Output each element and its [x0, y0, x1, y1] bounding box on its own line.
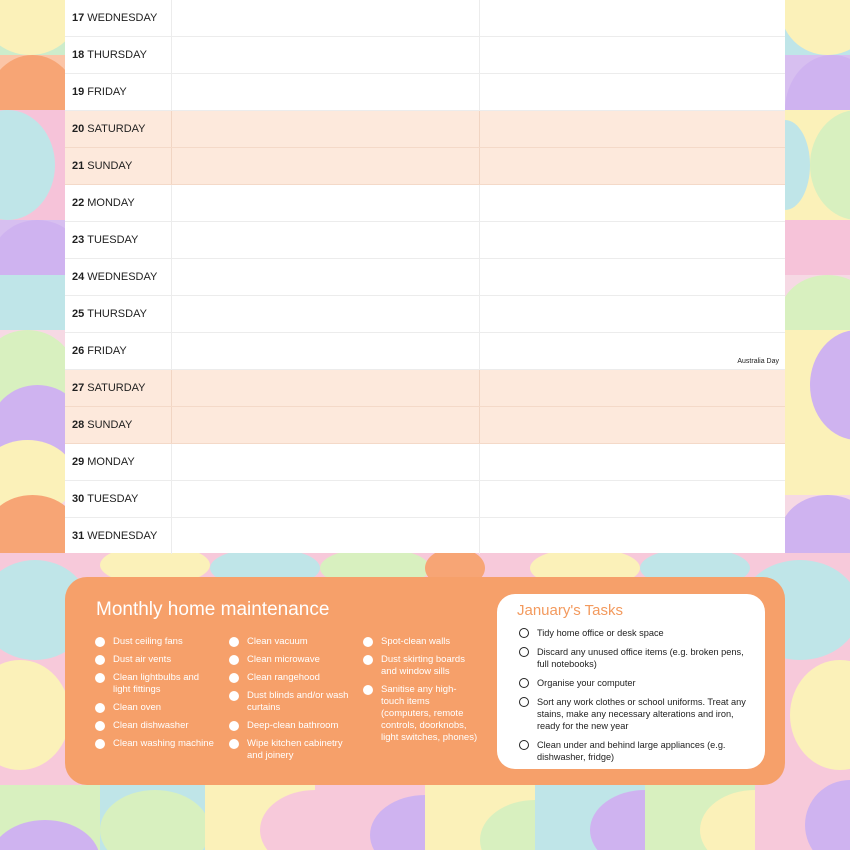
- day-name: SUNDAY: [87, 160, 133, 172]
- maintenance-item: Clean rangehood: [229, 672, 357, 684]
- task-checkbox-icon[interactable]: [519, 628, 529, 638]
- bullet-dot-icon: [95, 655, 105, 665]
- bullet-dot-icon: [363, 685, 373, 695]
- maintenance-item: Clean oven: [95, 702, 215, 714]
- day-cell[interactable]: [480, 74, 785, 110]
- day-name: FRIDAY: [87, 345, 127, 357]
- day-name: SATURDAY: [87, 382, 146, 394]
- day-cell[interactable]: [172, 111, 480, 147]
- day-name: FRIDAY: [87, 86, 127, 98]
- day-cell[interactable]: [480, 518, 785, 554]
- bullet-dot-icon: [229, 691, 239, 701]
- tasks-list: [517, 627, 757, 770]
- task-item[interactable]: Clean under and behind large appliances (e.g. dishwasher, fridge): [517, 739, 757, 763]
- day-number: 29: [72, 456, 85, 468]
- day-number: 25: [72, 308, 85, 320]
- day-name: SUNDAY: [87, 419, 133, 431]
- bullet-dot-icon: [95, 721, 105, 731]
- day-row[interactable]: [65, 222, 785, 259]
- day-cell[interactable]: [480, 407, 785, 443]
- day-cell[interactable]: [480, 0, 785, 36]
- day-row[interactable]: [65, 37, 785, 74]
- day-name: WEDNESDAY: [87, 530, 158, 542]
- day-row[interactable]: [65, 185, 785, 222]
- day-name: WEDNESDAY: [87, 271, 158, 283]
- day-name: SATURDAY: [87, 123, 146, 135]
- day-row[interactable]: [65, 518, 785, 554]
- maintenance-title: Monthly home maintenance: [96, 599, 330, 620]
- day-cell[interactable]: [172, 37, 480, 73]
- maintenance-item: Wipe kitchen cabinetry and joinery: [229, 738, 357, 762]
- day-cell[interactable]: [480, 148, 785, 184]
- day-cell[interactable]: [480, 333, 785, 369]
- day-row[interactable]: [65, 259, 785, 296]
- day-name: TUESDAY: [87, 234, 139, 246]
- day-number: 20: [72, 123, 85, 135]
- bullet-dot-icon: [95, 703, 105, 713]
- weekend-row[interactable]: [65, 407, 785, 444]
- day-name: TUESDAY: [87, 493, 139, 505]
- day-cell[interactable]: [172, 518, 480, 554]
- bullet-dot-icon: [229, 673, 239, 683]
- weekend-row[interactable]: [65, 370, 785, 407]
- day-cell[interactable]: [480, 370, 785, 406]
- maintenance-column: [363, 636, 479, 750]
- day-cell[interactable]: [480, 111, 785, 147]
- task-checkbox-icon[interactable]: [519, 647, 529, 657]
- maintenance-panel: [65, 577, 785, 785]
- day-cell[interactable]: [480, 259, 785, 295]
- day-number: 28: [72, 419, 85, 431]
- bullet-dot-icon: [363, 655, 373, 665]
- bullet-dot-icon: [95, 739, 105, 749]
- task-checkbox-icon[interactable]: [519, 740, 529, 750]
- bullet-dot-icon: [229, 721, 239, 731]
- weekend-row[interactable]: [65, 111, 785, 148]
- day-cell[interactable]: [172, 74, 480, 110]
- day-cell[interactable]: [172, 222, 480, 258]
- maintenance-item: Clean microwave: [229, 654, 357, 666]
- day-cell[interactable]: [172, 370, 480, 406]
- day-row[interactable]: [65, 481, 785, 518]
- monthly-tasks-card: [497, 594, 765, 769]
- holiday-note: Australia Day: [737, 358, 779, 365]
- day-number: 17: [72, 12, 85, 24]
- day-cell[interactable]: [480, 296, 785, 332]
- task-checkbox-icon[interactable]: [519, 697, 529, 707]
- maintenance-item: Sanitise any high-touch items (computers, remote controls, doorknobs, light switches, phones): [363, 684, 479, 744]
- maintenance-item: Deep-clean bathroom: [229, 720, 357, 732]
- task-checkbox-icon[interactable]: [519, 678, 529, 688]
- day-cell[interactable]: [480, 481, 785, 517]
- task-item[interactable]: Organise your computer: [517, 677, 757, 689]
- maintenance-item: Clean vacuum: [229, 636, 357, 648]
- day-cell[interactable]: [480, 37, 785, 73]
- maintenance-column: [95, 636, 215, 756]
- bullet-dot-icon: [363, 637, 373, 647]
- day-cell[interactable]: [172, 185, 480, 221]
- day-cell[interactable]: [480, 222, 785, 258]
- day-cell[interactable]: [172, 444, 480, 480]
- calendar-sheet: [65, 0, 785, 553]
- maintenance-column: [229, 636, 357, 768]
- bullet-dot-icon: [229, 637, 239, 647]
- bullet-dot-icon: [95, 673, 105, 683]
- day-row[interactable]: [65, 74, 785, 111]
- maintenance-item: Dust air vents: [95, 654, 215, 666]
- maintenance-item: Dust ceiling fans: [95, 636, 215, 648]
- day-cell[interactable]: [480, 444, 785, 480]
- day-row[interactable]: [65, 296, 785, 333]
- bullet-dot-icon: [229, 655, 239, 665]
- day-name: THURSDAY: [87, 49, 147, 61]
- day-number: 22: [72, 197, 85, 209]
- maintenance-item: Dust skirting boards and window sills: [363, 654, 479, 678]
- bullet-dot-icon: [95, 637, 105, 647]
- day-number: 23: [72, 234, 85, 246]
- day-row[interactable]: [65, 0, 785, 37]
- day-name: MONDAY: [87, 456, 135, 468]
- maintenance-item: Spot-clean walls: [363, 636, 479, 648]
- maintenance-item: Clean dishwasher: [95, 720, 215, 732]
- day-cell[interactable]: [172, 296, 480, 332]
- day-cell[interactable]: [172, 0, 480, 36]
- maintenance-item: Clean lightbulbs and light fittings: [95, 672, 215, 696]
- bullet-dot-icon: [229, 739, 239, 749]
- day-name: THURSDAY: [87, 308, 147, 320]
- day-number: 21: [72, 160, 85, 172]
- day-number: 19: [72, 86, 85, 98]
- day-number: 30: [72, 493, 85, 505]
- day-cell[interactable]: [172, 481, 480, 517]
- day-number: 27: [72, 382, 85, 394]
- day-cell[interactable]: [172, 407, 480, 443]
- day-number: 18: [72, 49, 85, 61]
- day-cell[interactable]: [480, 185, 785, 221]
- day-row[interactable]: [65, 444, 785, 481]
- day-row[interactable]: [65, 333, 785, 370]
- day-cell[interactable]: [172, 259, 480, 295]
- day-name: WEDNESDAY: [87, 12, 158, 24]
- day-number: 31: [72, 530, 85, 542]
- task-item[interactable]: Discard any unused office items (e.g. broken pens, full notebooks): [517, 646, 757, 670]
- task-item[interactable]: Sort any work clothes or school uniforms. Treat any stains, make any necessary alterations and iron, ready for the new year: [517, 696, 757, 732]
- day-cell[interactable]: [172, 333, 480, 369]
- day-name: MONDAY: [87, 197, 135, 209]
- weekend-row[interactable]: [65, 148, 785, 185]
- day-number: 24: [72, 271, 85, 283]
- task-item[interactable]: Tidy home office or desk space: [517, 627, 757, 639]
- maintenance-item: Dust blinds and/or wash curtains: [229, 690, 357, 714]
- maintenance-item: Clean washing machine: [95, 738, 215, 750]
- day-number: 26: [72, 345, 85, 357]
- day-cell[interactable]: [172, 148, 480, 184]
- tasks-title: January's Tasks: [517, 602, 623, 619]
